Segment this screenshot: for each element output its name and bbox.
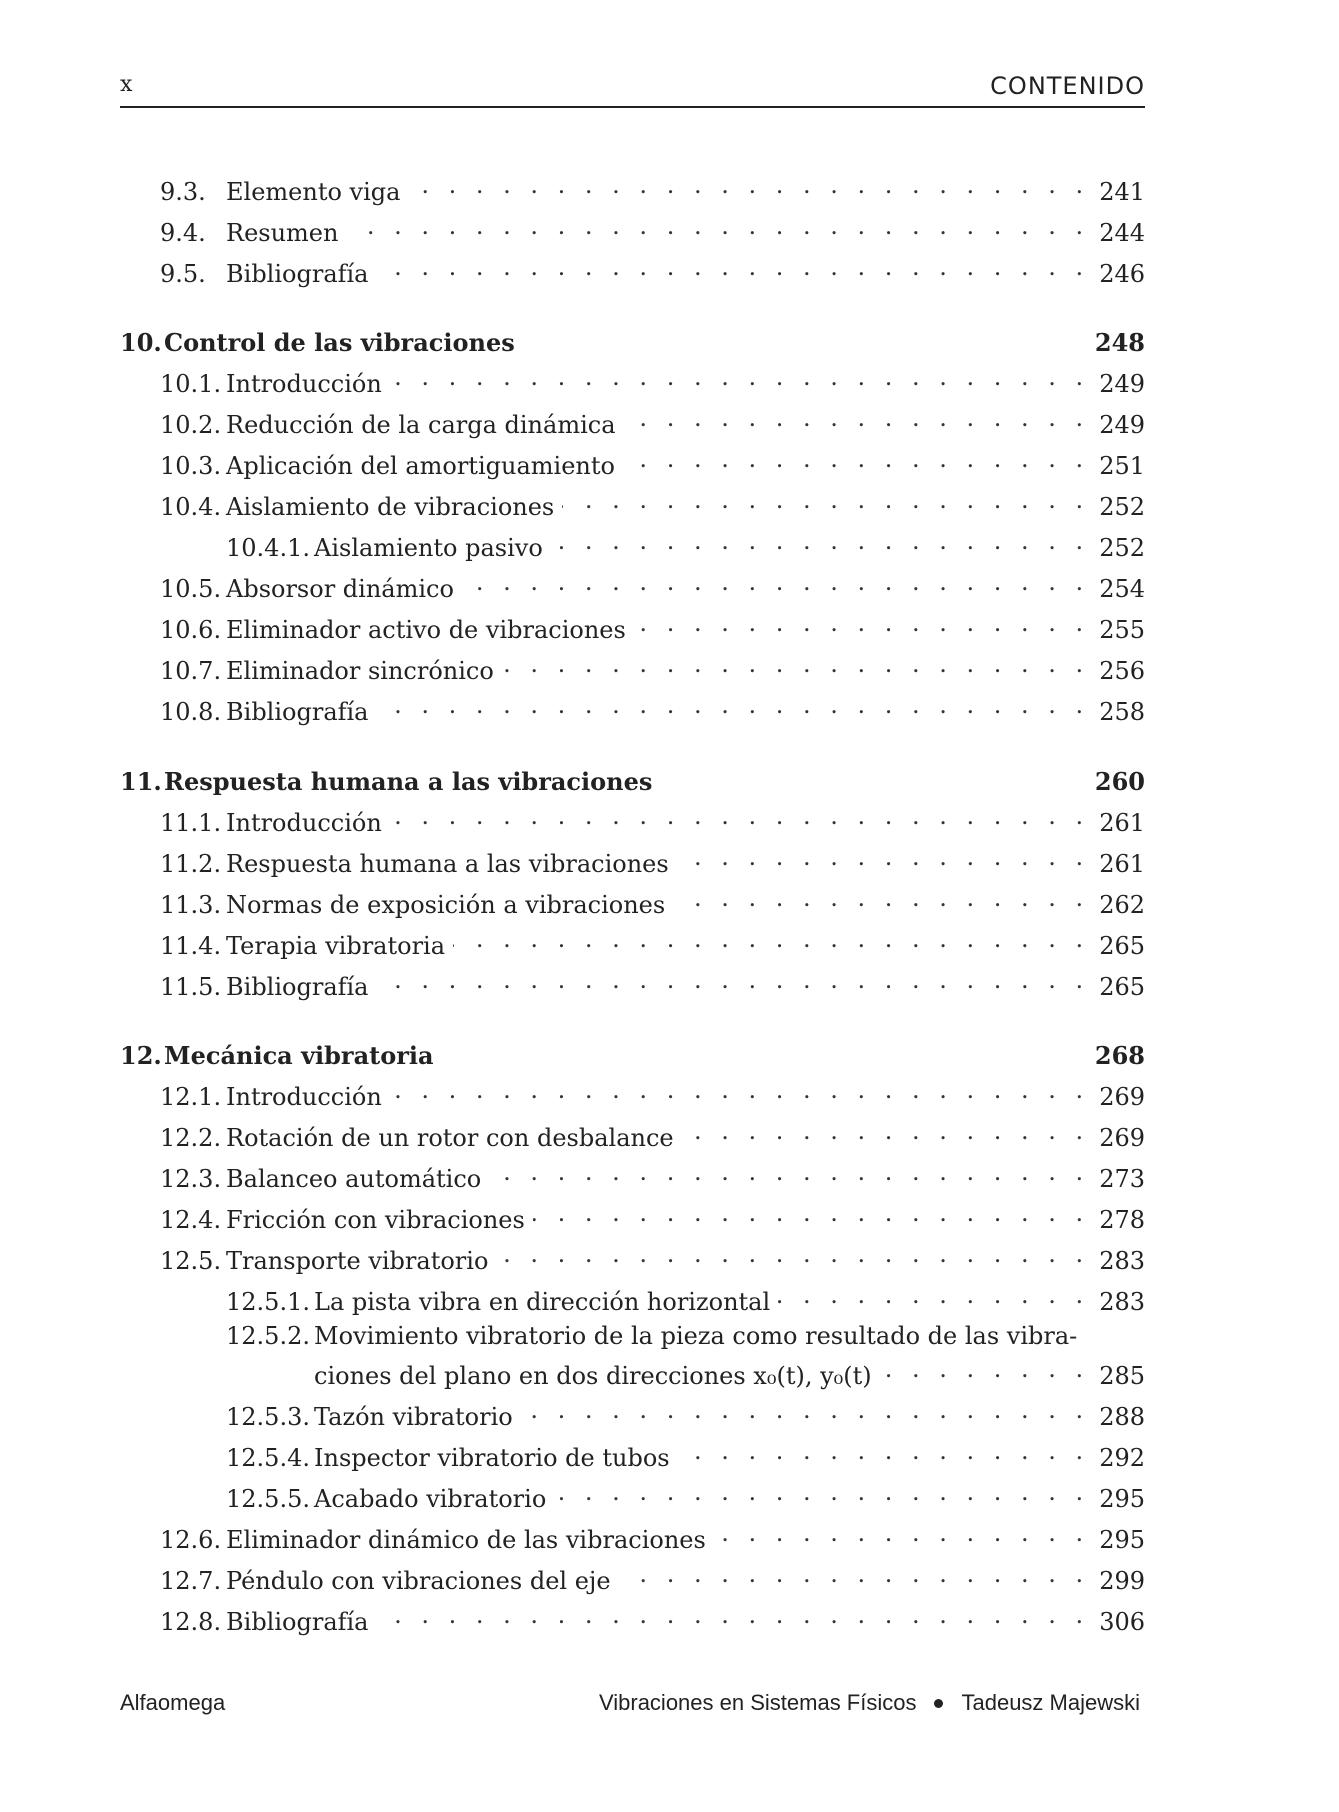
- toc-entry[interactable]: 9.4. Resumen . . . 244: [160, 211, 1145, 248]
- page-footer: [120, 1690, 1140, 1720]
- toc-entry[interactable]: 12.7. Péndulo con vibraciones del eje . . . 299: [160, 1559, 1145, 1596]
- toc-entry[interactable]: 12.5.5. Acabado vibratorio . . . 295: [226, 1477, 1145, 1514]
- toc-entry[interactable]: 10.7. Eliminador sincrónico . . . 256: [160, 649, 1145, 686]
- page-header: [120, 70, 1145, 108]
- toc-entry[interactable]: 10.4.1. Aislamiento pasivo . . . 252: [226, 526, 1145, 563]
- bullet-icon: [934, 1699, 943, 1708]
- toc-entry[interactable]: 11.5. Bibliografía . . . 265: [160, 965, 1145, 1002]
- toc-entry[interactable]: 10.4. Aislamiento de vibraciones . . . 252: [160, 485, 1145, 522]
- toc-entry[interactable]: 9.5. Bibliografía . . . 246: [160, 252, 1145, 289]
- book-title: Vibraciones en Sistemas Físicos: [598, 1690, 917, 1715]
- toc-entry[interactable]: 12.5. Transporte vibratorio . . . 283: [160, 1239, 1145, 1276]
- toc-entry[interactable]: 10.8. Bibliografía . . . 258: [160, 690, 1145, 727]
- toc-entry[interactable]: 12.1. Introducción . . . 269: [160, 1075, 1145, 1112]
- toc-entry[interactable]: 12.3. Balanceo automático . . . 273: [160, 1157, 1145, 1194]
- toc-chapter[interactable]: 12. Mecánica vibratoria 268: [120, 1041, 1145, 1070]
- toc-entry[interactable]: 12.5.3. Tazón vibratorio . . . 288: [226, 1395, 1145, 1432]
- toc-entry-multiline[interactable]: 12.5.2. Movimiento vibratorio de la pieza como resultado de las vibra-: [226, 1322, 1078, 1350]
- toc-entry[interactable]: 12.5.1. La pista vibra en dirección horizontal . . . 283: [226, 1280, 1145, 1317]
- running-title: CONTENIDO: [990, 72, 1145, 100]
- toc-entry[interactable]: 11.2. Respuesta humana a las vibraciones . . . 261: [160, 842, 1145, 879]
- toc-entry[interactable]: 10.2. Reducción de la carga dinámica . . . 249: [160, 403, 1145, 440]
- toc-entry[interactable]: 12.2. Rotación de un rotor con desbalance . . . 269: [160, 1116, 1145, 1153]
- toc-entry[interactable]: 11.4. Terapia vibratoria . . . 265: [160, 924, 1145, 961]
- toc-entry[interactable]: 9.3. Elemento viga . . . 241: [160, 170, 1145, 207]
- toc-entry[interactable]: 10.3. Aplicación del amortiguamiento . . . 251: [160, 444, 1145, 481]
- toc-entry[interactable]: 10.5. Absorsor dinámico . . . 254: [160, 567, 1145, 604]
- author-name: Tadeusz Majewski: [961, 1690, 1140, 1715]
- toc-chapter[interactable]: 10. Control de las vibraciones 248: [120, 328, 1145, 357]
- page-number: x: [120, 72, 134, 97]
- toc-entry[interactable]: 10.6. Eliminador activo de vibraciones . . . 255: [160, 608, 1145, 645]
- toc-chapter[interactable]: 11. Respuesta humana a las vibraciones 260: [120, 767, 1145, 796]
- toc-entry[interactable]: 10.1. Introducción . . . 249: [160, 362, 1145, 399]
- publisher-name: Alfaomega: [120, 1690, 226, 1715]
- toc-entry[interactable]: 12.4. Fricción con vibraciones . . . 278: [160, 1198, 1145, 1235]
- toc-entry[interactable]: 12.5.4. Inspector vibratorio de tubos . . . 292: [226, 1436, 1145, 1473]
- toc-entry[interactable]: 11.3. Normas de exposición a vibraciones . . . 262: [160, 883, 1145, 920]
- toc-entry[interactable]: 11.1. Introducción . . . 261: [160, 801, 1145, 838]
- toc-entry[interactable]: 12.6. Eliminador dinámico de las vibraciones . . . 295: [160, 1518, 1145, 1555]
- toc-entry[interactable]: 12.8. Bibliografía . . . 306: [160, 1600, 1145, 1637]
- toc-entry-continuation[interactable]: ciones del plano en dos direcciones x₀(t), y₀(t) . . . 285: [314, 1354, 1145, 1391]
